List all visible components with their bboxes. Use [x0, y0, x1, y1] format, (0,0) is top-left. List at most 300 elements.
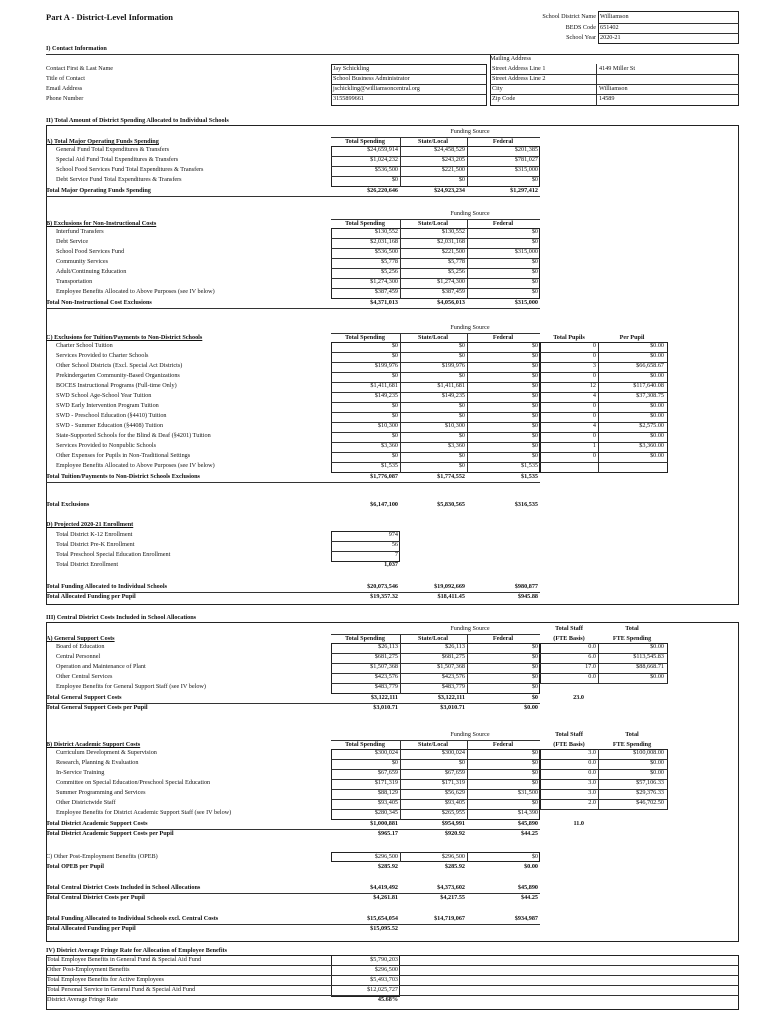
cell-value: $280,345 [374, 809, 398, 816]
cell-value: $45,890 [517, 820, 538, 827]
cell-value: $171,319 [441, 779, 465, 786]
cell-value: $10,300 [377, 422, 398, 429]
rule [331, 248, 540, 249]
mailing-label: Street Address Line 1 [492, 65, 546, 72]
cell-value: $0 [458, 352, 465, 359]
col-federal: Federal [492, 334, 514, 341]
mailing-label: Street Address Line 2 [492, 75, 546, 82]
rule [331, 219, 540, 220]
row-label: Prekindergarten Community-Based Organizations [56, 372, 180, 379]
rule [46, 975, 739, 976]
cell-value: 4 [592, 422, 596, 429]
block-title: A) General Support Costs [46, 635, 115, 642]
opeb-per-pupil-label: Total OPEB per Pupil [46, 863, 104, 870]
col-federal: Federal [492, 138, 514, 145]
row-label: SWD School Age-School Year Tuition [56, 392, 152, 399]
cell-value: $10,300 [444, 422, 465, 429]
central-costs-pp-label: Total Central District Costs per Pupil [46, 894, 145, 901]
row-label: Transportation [56, 278, 93, 285]
cell-value: $0.00 [650, 372, 664, 379]
rule [331, 392, 668, 393]
rule [331, 462, 668, 463]
cell-value: 0 [592, 352, 596, 359]
cell-value: 0 [592, 412, 596, 419]
cell-value: $0.00 [524, 704, 538, 711]
cell-value: $0.00 [650, 402, 664, 409]
cell-value: $0 [531, 643, 538, 650]
rule [467, 740, 468, 820]
per-pupil-label: Total Allocated Funding per Pupil [46, 593, 136, 600]
cell-value: 6.0 [588, 653, 596, 660]
contact-value: Jay Schickling [333, 65, 370, 72]
cell-value: $296,500 [374, 853, 398, 860]
cell-value: $113,545.83 [633, 653, 664, 660]
cell-value: $3,010.71 [440, 704, 465, 711]
cell-value: 3.0 [588, 749, 596, 756]
cell-value: $221,500 [441, 248, 465, 255]
section-ii-heading: II) Total Amount of District Spending Allocated to Individual Schools [46, 117, 229, 124]
per-pupil-label: Total General Support Costs per Pupil [46, 704, 148, 711]
cell-value: $0 [391, 352, 398, 359]
row-label: School Food Services Fund [56, 248, 125, 255]
col-fte-spending: FTE Spending [612, 635, 652, 642]
cell-value: $0.00 [650, 643, 664, 650]
values-box [331, 643, 540, 694]
total-value: $4,371,013 [370, 299, 398, 306]
enrollment-value: 1,037 [384, 561, 398, 568]
cell-value: $1,535 [380, 462, 398, 469]
cell-value: 0 [592, 402, 596, 409]
cell-value: $0 [458, 462, 465, 469]
enrollment-label: Total District K-12 Enrollment [56, 531, 133, 538]
cell-value: 0.0 [588, 769, 596, 776]
cell-value: 0 [592, 432, 596, 439]
cell-value: $2,031,168 [437, 238, 465, 245]
cell-value: $0.00 [524, 863, 538, 870]
cell-value: $18,411.45 [437, 593, 465, 600]
cell-value: 4 [592, 392, 596, 399]
enrollment-label: Total District Enrollment [56, 561, 119, 568]
cell-value: $66,658.67 [636, 362, 664, 369]
contact-value: jschickling@williamsoncentral.org [333, 85, 420, 92]
cell-value: $0 [458, 759, 465, 766]
col-fte-spending: FTE Spending [612, 741, 652, 748]
rule [331, 634, 540, 635]
row-label: Employee Benefits Allocated to Above Purposes (see IV below) [56, 288, 215, 295]
cell-value: $781,027 [514, 156, 538, 163]
cell-value: $0 [531, 683, 538, 690]
cell-value: $0 [458, 412, 465, 419]
cell-value: $296,500 [441, 853, 465, 860]
cell-value: $945.88 [517, 593, 538, 600]
cell-value: $0 [531, 653, 538, 660]
cell-value: $0.00 [650, 432, 664, 439]
row-label: Other Central Services [56, 673, 113, 680]
opeb-title: C) Other Post-Employment Benefits (OPEB) [46, 853, 158, 860]
funding-source-header: Funding Source [450, 324, 490, 331]
cell-value: 0 [592, 452, 596, 459]
cell-value: $1,507,368 [437, 663, 465, 670]
cell-value: $0 [531, 779, 538, 786]
cell-value: $5,778 [447, 258, 465, 265]
row-label: Committee on Special Education/Preschool Special Education [56, 779, 211, 786]
cell-value: $0 [391, 402, 398, 409]
cell-value: $0 [458, 452, 465, 459]
rule [331, 333, 540, 334]
mailing-heading: Mailing Address [490, 55, 532, 62]
cell-value: $0 [531, 372, 538, 379]
cell-value: $4,261.81 [373, 894, 398, 901]
rule [46, 995, 739, 996]
cell-value: 2.0 [588, 799, 596, 806]
cell-value: $171,319 [374, 779, 398, 786]
cell-value: $19,092,669 [434, 583, 465, 590]
cell-value: $56,629 [444, 789, 465, 796]
cell-value: $423,576 [374, 673, 398, 680]
fringe-value: $296,500 [374, 966, 398, 973]
rule [331, 541, 400, 542]
excl-central-label: Total Funding Allocated to Individual Schools excl. Central Costs [46, 915, 219, 922]
cell-value: $265,955 [441, 809, 465, 816]
cell-value: $100,008.00 [633, 749, 664, 756]
cell-value: $0.00 [650, 769, 664, 776]
mailing-label: Zip Code [492, 95, 516, 102]
cell-value: $483,779 [374, 683, 398, 690]
rule [400, 219, 401, 299]
total-value: $1,774,552 [437, 473, 465, 480]
row-label: Employee Benefits for General Support Staff (see IV below) [56, 683, 206, 690]
cell-value: $14,719,067 [434, 915, 465, 922]
cell-value: $285.92 [377, 863, 398, 870]
cell-value: $199,976 [374, 362, 398, 369]
field-value: 651402 [600, 24, 619, 31]
cell-value: $15,095.52 [370, 925, 398, 932]
mailing-value: 4149 Miller St [599, 65, 636, 72]
cell-value: $45,890 [517, 884, 538, 891]
rule [490, 84, 739, 85]
rule [331, 422, 668, 423]
cell-value: $0 [531, 268, 538, 275]
col-state-local: State/Local [418, 334, 448, 341]
cell-value: $26,113 [378, 643, 398, 650]
cell-value: $46,702.50 [636, 799, 664, 806]
rule [331, 268, 540, 269]
total-label: Total Non-Instructional Cost Exclusions [46, 299, 152, 306]
cell-value: $920.92 [444, 830, 465, 837]
fringe-label: Other Post-Employment Benefits [47, 966, 130, 973]
cell-value: $0 [391, 432, 398, 439]
cell-value: $387,459 [441, 288, 465, 295]
cell-value: $3,360 [380, 442, 398, 449]
cell-value: $149,235 [374, 392, 398, 399]
rule [467, 852, 468, 862]
rule [46, 482, 540, 483]
cell-value: 3 [592, 362, 596, 369]
cell-value: $0.00 [650, 352, 664, 359]
cell-value: $316,535 [514, 501, 538, 508]
cell-value: 17.0 [585, 663, 596, 670]
col-state-local: State/Local [418, 635, 448, 642]
page-title: Part A - District-Level Information [46, 12, 173, 22]
rule [331, 176, 540, 177]
cell-value: $37,308.75 [636, 392, 664, 399]
rule [46, 985, 739, 986]
cell-value: $0 [531, 452, 538, 459]
total-label: Total Tuition/Payments to Non-District Schools Exclusions [46, 473, 200, 480]
field-value: Williamson [600, 13, 629, 20]
fringe-label: Total Personal Service in General Fund & Special Aid Fund [47, 986, 196, 993]
rule [331, 452, 668, 453]
cell-value: $681,275 [441, 653, 465, 660]
col-total-spending: Total Spending [345, 138, 385, 145]
rule [331, 799, 668, 800]
rule [331, 288, 540, 289]
col-fte-basis: (FTE Basis) [553, 741, 585, 748]
cell-value: $0 [531, 238, 538, 245]
row-label: State-Supported Schools for the Blind & Deaf (§4201) Tuition [56, 432, 211, 439]
cell-value: $14,390 [517, 809, 538, 816]
col-total-spending: Total Spending [345, 334, 385, 341]
contact-label: Phone Number [46, 95, 84, 102]
cell-value: $149,235 [441, 392, 465, 399]
cell-value: $0 [531, 342, 538, 349]
total-value: $1,297,412 [510, 187, 538, 194]
cell-value: $4,373,602 [437, 884, 465, 891]
rule [598, 33, 739, 34]
cell-value: $1,411,681 [437, 382, 465, 389]
rule [331, 673, 668, 674]
rule [400, 137, 401, 187]
cell-value: $0 [531, 362, 538, 369]
cell-value: $130,552 [441, 228, 465, 235]
total-value: $315,000 [514, 299, 538, 306]
row-label: Other Expenses for Pupils in Non-Traditional Settings [56, 452, 191, 459]
cell-value: $201,385 [514, 146, 538, 153]
rule [331, 352, 668, 353]
cell-value: 3.0 [588, 779, 596, 786]
col-federal: Federal [492, 635, 514, 642]
cell-value: $5,256 [380, 268, 398, 275]
rule [331, 653, 668, 654]
cell-value: $20,073,546 [367, 583, 398, 590]
rule [331, 551, 400, 552]
rule [331, 156, 540, 157]
section-iv-heading: IV) District Average Fringe Rate for Allocation of Employee Benefits [46, 947, 228, 954]
col-total-staff: Total Staff [555, 625, 583, 632]
rule [331, 740, 540, 741]
rule [331, 789, 668, 790]
rule [331, 769, 668, 770]
contact-label: Email Address [46, 85, 83, 92]
cell-value: $1,024,232 [370, 156, 398, 163]
fringe-label: Total Employee Benefits for Active Employees [47, 976, 164, 983]
col-total-staff: Total Staff [555, 731, 583, 738]
cell-value: $67,659 [377, 769, 398, 776]
cell-value: $681,275 [374, 653, 398, 660]
rule [596, 64, 597, 106]
cell-value: $1,274,300 [437, 278, 465, 285]
funding-alloc-label: Total Funding Allocated to Individual Schools [46, 583, 167, 590]
cell-value: $0.00 [650, 342, 664, 349]
row-label: Community Services [56, 258, 109, 265]
row-label: Central Personnel [56, 653, 101, 660]
rule [400, 634, 401, 694]
cell-value: $4,217.55 [440, 894, 465, 901]
cell-value: $2,575.00 [639, 422, 664, 429]
rule [331, 442, 668, 443]
cell-value: $1,274,300 [370, 278, 398, 285]
cell-value: $0 [458, 342, 465, 349]
per-pupil-label: Total District Academic Support Costs per Pupil [46, 830, 174, 837]
cell-value: $199,976 [441, 362, 465, 369]
rule [331, 683, 668, 684]
row-label: General Fund Total Expenditures & Transfers [56, 146, 170, 153]
cell-value: $1,411,681 [370, 382, 398, 389]
row-label: Charter School Tuition [56, 342, 113, 349]
rule [467, 219, 468, 299]
row-label: Employee Benefits Allocated to Above Purposes (see IV below) [56, 462, 215, 469]
block-title: B) District Academic Support Costs [46, 741, 141, 748]
cell-value: 0.0 [588, 643, 596, 650]
cell-value: $93,405 [377, 799, 398, 806]
col-per-pupil: Per Pupil [619, 334, 645, 341]
cell-value: $0 [531, 382, 538, 389]
col-state-local: State/Local [418, 138, 448, 145]
cell-value: $0 [391, 759, 398, 766]
total-label: Total Major Operating Funds Spending [46, 187, 151, 194]
row-label: Interfund Transfers [56, 228, 104, 235]
contact-value: 3155899661 [333, 95, 364, 102]
cell-value: $954,991 [441, 820, 465, 827]
cell-value: $88,129 [377, 789, 398, 796]
row-label: Other Districtwide Staff [56, 799, 116, 806]
total-label: Total General Support Costs [46, 694, 122, 701]
total-value: $24,923,234 [434, 187, 465, 194]
cell-value: $0 [531, 352, 538, 359]
cell-value: $0 [531, 288, 538, 295]
enrollment-title: D) Projected 2020-21 Enrollment [46, 521, 134, 528]
cell-value: $3,122,111 [437, 694, 465, 701]
section-iii-heading: III) Central District Costs Included in School Allocations [46, 614, 197, 621]
col-state-local: State/Local [418, 741, 448, 748]
cell-value: $24,659,914 [367, 146, 398, 153]
cell-value: $0 [391, 176, 398, 183]
mailing-label: City [492, 85, 503, 92]
cell-value: $0 [458, 432, 465, 439]
staff-total: 11.0 [573, 820, 584, 827]
cell-value: $0 [531, 392, 538, 399]
cell-value: $130,552 [374, 228, 398, 235]
cell-value: 1 [592, 442, 596, 449]
cell-value: $1,000,881 [370, 820, 398, 827]
rule [490, 74, 739, 75]
cell-value: $3,360 [447, 442, 465, 449]
total-value: $26,220,646 [367, 187, 398, 194]
row-label: Debt Service [56, 238, 89, 245]
cell-value: 3.0 [588, 789, 596, 796]
cell-value: $0 [531, 694, 538, 701]
row-label: In-Service Training [56, 769, 105, 776]
row-label: SWD - Preschool Education (§4410) Tuition [56, 412, 167, 419]
cell-value: $5,256 [447, 268, 465, 275]
opeb-box [331, 852, 540, 862]
block-title: C) Exclusions for Tuition/Payments to Non-District Schools [46, 334, 203, 341]
field-value: 2020-21 [600, 34, 621, 41]
cell-value: $5,778 [380, 258, 398, 265]
row-label: SWD Early Intervention Program Tuition [56, 402, 159, 409]
rule [331, 74, 487, 75]
col-fte-basis: (FTE Basis) [553, 635, 585, 642]
cell-value: $0 [531, 412, 538, 419]
row-label: Special Aid Fund Total Expenditures & Transfers [56, 156, 179, 163]
mailing-value: Williamson [599, 85, 628, 92]
cell-value: $44.25 [520, 894, 538, 901]
cell-value: 0.0 [588, 673, 596, 680]
cell-value: $44.25 [520, 830, 538, 837]
cell-value: 12 [589, 382, 596, 389]
contact-label: Contact First & Last Name [46, 65, 114, 72]
rule [331, 166, 540, 167]
col-state-local: State/Local [418, 220, 448, 227]
cell-value: $221,500 [441, 166, 465, 173]
cell-value: 0 [592, 372, 596, 379]
cell-value: $0 [531, 759, 538, 766]
rule [46, 308, 540, 309]
cell-value: $67,659 [444, 769, 465, 776]
col-total-spending: Total Spending [345, 741, 385, 748]
rule [331, 258, 540, 259]
cell-value: $0.00 [650, 452, 664, 459]
col-total-spending: Total Spending [345, 635, 385, 642]
cell-value: $3,010.71 [373, 704, 398, 711]
enrollment-label: Total District Pre-K Enrollment [56, 541, 135, 548]
cell-value: $285.92 [444, 863, 465, 870]
cell-value: $1,535 [520, 462, 538, 469]
row-label: Summer Programming and Services [56, 789, 146, 796]
total-value: $4,056,013 [437, 299, 465, 306]
cell-value: $3,122,111 [370, 694, 398, 701]
cell-value: $26,113 [445, 643, 465, 650]
rule [467, 137, 468, 187]
cell-value: $243,205 [441, 156, 465, 163]
rule [331, 278, 540, 279]
cell-value: $2,031,168 [370, 238, 398, 245]
funding-source-header: Funding Source [450, 210, 490, 217]
cell-value: $0 [531, 673, 538, 680]
total-value: $1,776,087 [370, 473, 398, 480]
funding-source-header: Funding Source [450, 731, 490, 738]
cell-value: $0 [531, 176, 538, 183]
cell-value: $0 [531, 258, 538, 265]
cell-value: $24,458,529 [434, 146, 465, 153]
fringe-label: District Average Fringe Rate [47, 996, 118, 1003]
cell-value: $315,000 [514, 248, 538, 255]
cell-value: $0 [531, 853, 538, 860]
enrollment-value: 974 [388, 531, 398, 538]
field-label: BEDS Code [565, 24, 596, 31]
rule [598, 23, 739, 24]
cell-value: $0 [391, 412, 398, 419]
col-total-pupils: Total Pupils [553, 334, 585, 341]
rule [331, 238, 540, 239]
rule [331, 84, 487, 85]
total-exclusions-label: Total Exclusions [46, 501, 90, 508]
row-label: Services Provided to Nonpublic Schools [56, 442, 157, 449]
rule [331, 809, 668, 810]
enrollment-value: 56 [391, 541, 398, 548]
cell-value: $387,459 [374, 288, 398, 295]
rule [331, 382, 668, 383]
